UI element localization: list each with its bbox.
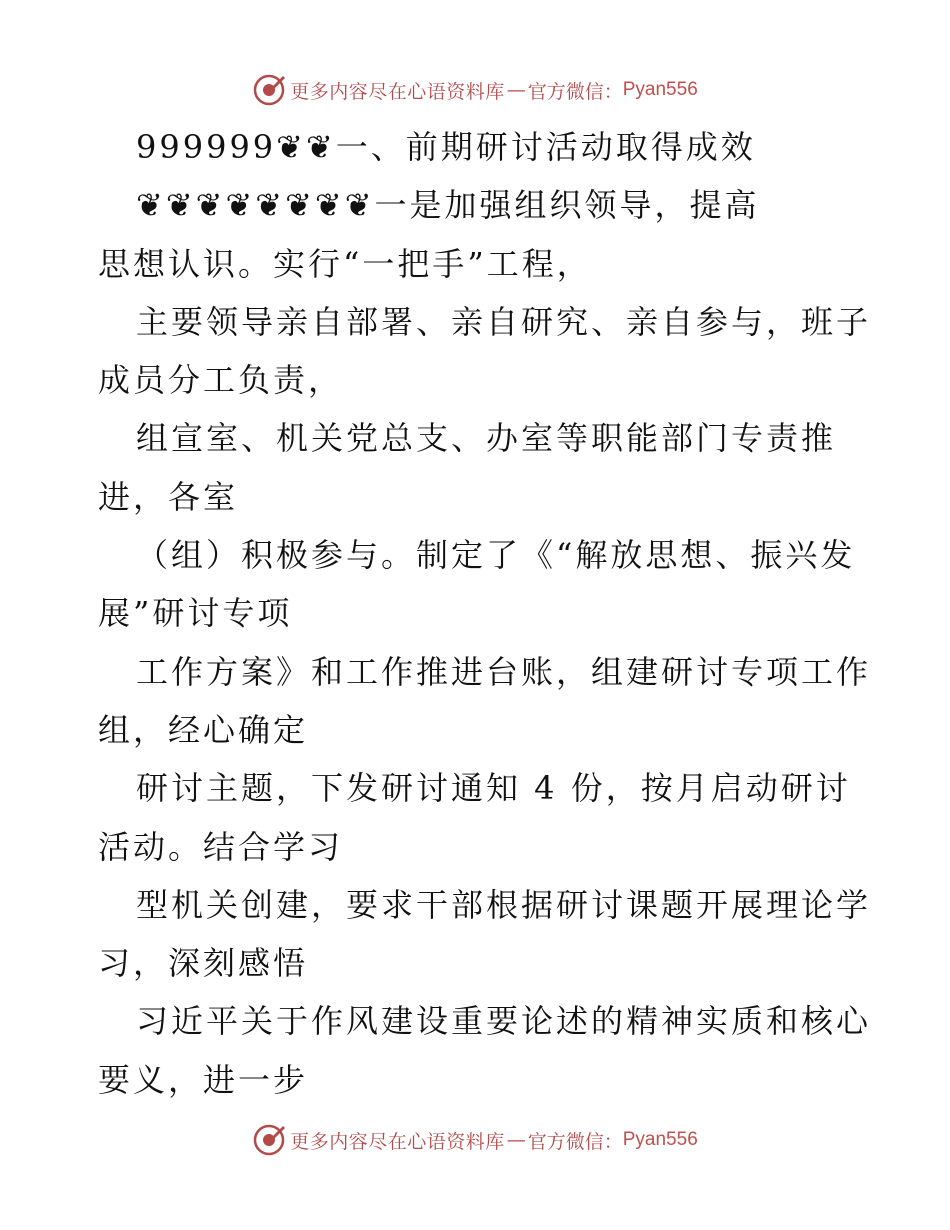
header-banner [0, 72, 950, 108]
text-line: 习，深刻感悟 [98, 944, 309, 983]
text-line: 进，各室 [98, 477, 239, 516]
banner-wechat-id: Pyan556 [622, 79, 698, 100]
text-line: 成员分工负责， [98, 361, 344, 400]
text-line: 要义，进一步 [98, 1060, 309, 1099]
text-line: ❦❦❦❦❦❦❦❦一是加强组织领导，提高 [136, 186, 760, 225]
text-line: 型机关创建，要求干部根据研讨课题开展理论学 [136, 885, 872, 924]
text-line: （组）积极参与。制定了《“解放思想、振兴发 [136, 536, 856, 575]
text-line: 活动。结合学习 [98, 827, 344, 866]
banner-wechat-label: 官方微信： [527, 80, 623, 103]
banner-wechat-id: Pyan556 [622, 1129, 698, 1150]
text-line: 工作方案》和工作推进台账，组建研讨专项工作 [136, 652, 872, 691]
text-line: 习近平关于作风建设重要论述的精神实质和核心 [136, 1002, 872, 1041]
text-line: 组，经心确定 [98, 710, 309, 749]
pen-logo-icon [252, 73, 286, 107]
banner-dash: — [506, 79, 526, 101]
footer-banner [0, 1122, 950, 1158]
text-line: 思想认识。实行“一把手”工程， [98, 244, 592, 283]
banner-wechat-label: 官方微信： [527, 1130, 623, 1153]
text-line: 展”研讨专项 [98, 594, 293, 633]
text-line: 主要领导亲自部署、亲自研究、亲自参与，班子 [136, 302, 872, 341]
pen-logo-icon [252, 1123, 286, 1157]
banner-site-text: 更多内容尽在心语资料库 [290, 1130, 505, 1153]
text-line: 组宣室、机关党总支、办室等职能部门专责推 [136, 419, 837, 458]
banner-dash: — [506, 1129, 526, 1151]
banner-site-text: 更多内容尽在心语资料库 [290, 80, 505, 103]
text-line: 研讨主题，下发研讨通知 4 份，按月启动研讨 [136, 769, 851, 808]
document-body [98, 118, 872, 1109]
text-line: 999999❦❦一、前期研讨活动取得成效 [136, 128, 756, 166]
